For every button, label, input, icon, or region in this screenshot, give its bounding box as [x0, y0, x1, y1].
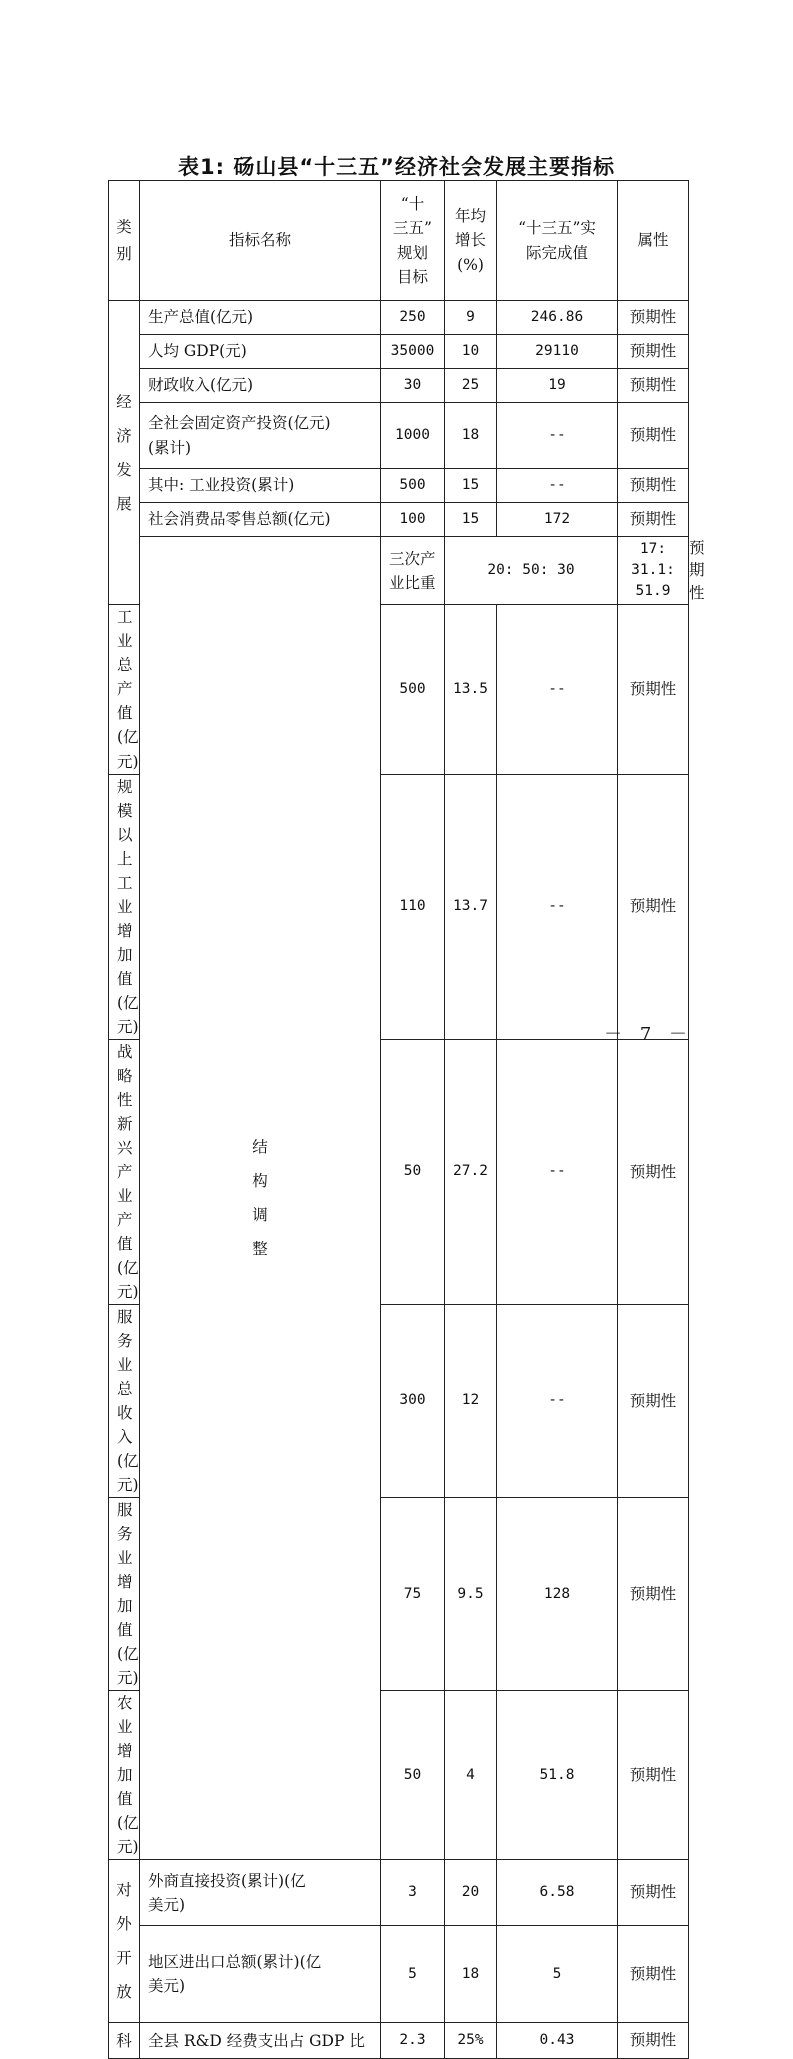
- actual-value: 19: [497, 369, 618, 403]
- attribute-value: 预期性: [618, 2023, 689, 2059]
- target-value: 500: [381, 469, 445, 503]
- attribute-value: 预期性: [618, 1497, 689, 1690]
- table-row: [109, 503, 689, 537]
- indicator-name: 工业总产值(亿元): [109, 605, 140, 774]
- header-name: 指标名称: [140, 181, 381, 301]
- indicator-name: 人均 GDP(元): [140, 335, 381, 369]
- header-category: 类 别: [109, 181, 140, 301]
- actual-value: --: [497, 1304, 618, 1497]
- table-row: 结 构 调 整 三次产业比重 20: 50: 30 17: 31.1: 51.9 预期性: [109, 537, 689, 605]
- actual-value: 6.58: [497, 1860, 618, 1926]
- header-growth: 年均 增长 (%): [445, 181, 497, 301]
- growth-value: 27.2: [445, 1039, 497, 1304]
- actual-value: 246.86: [497, 301, 618, 335]
- indicator-name: 地区进出口总额(累计)(亿 美元): [140, 1926, 381, 2023]
- indicator-name: 服务业增加值(亿元): [109, 1497, 140, 1690]
- indicator-name: 规模以上工业增加值(亿元): [109, 774, 140, 1039]
- growth-value: 9: [445, 301, 497, 335]
- target-value: 75: [381, 1497, 445, 1690]
- target-value: 250: [381, 301, 445, 335]
- target-value: 100: [381, 503, 445, 537]
- table-row: [109, 403, 689, 469]
- attribute-value: 预期性: [618, 1039, 689, 1304]
- actual-value: --: [497, 403, 618, 469]
- category-cell: 结 构 调 整: [140, 537, 381, 1860]
- growth-value: 13.7: [445, 774, 497, 1039]
- target-value: 50: [381, 1691, 445, 1860]
- target-value: 5: [381, 1926, 445, 2023]
- growth-value: 25: [445, 369, 497, 403]
- table-title: 表1: 砀山县“十三五”经济社会发展主要指标: [178, 155, 615, 179]
- growth-value: 15: [445, 503, 497, 537]
- growth-value: 18: [445, 1926, 497, 2023]
- attribute-value: 预期性: [618, 369, 689, 403]
- indicator-name: 服务业总收入(亿元): [109, 1304, 140, 1497]
- growth-value: 25%: [445, 2023, 497, 2059]
- target-value: 1000: [381, 403, 445, 469]
- actual-value: --: [497, 1039, 618, 1304]
- indicator-name: 生产总值(亿元): [140, 301, 381, 335]
- attribute-value: 预期性: [618, 1860, 689, 1926]
- attribute-value: 预期性: [618, 605, 689, 774]
- header-actual: “十三五”实 际完成值: [497, 181, 618, 301]
- attribute-value: 预期性: [618, 403, 689, 469]
- actual-value: 29110: [497, 335, 618, 369]
- table-row: [109, 1926, 689, 2023]
- actual-value: --: [497, 774, 618, 1039]
- page-number: － 7 －: [604, 1024, 693, 1045]
- header-attr: 属性: [618, 181, 689, 301]
- growth-value: 9.5: [445, 1497, 497, 1690]
- attribute-value: 预期性: [618, 1304, 689, 1497]
- category-cell: 经 济 发 展: [109, 301, 140, 605]
- target-value: 2.3: [381, 2023, 445, 2059]
- indicator-name: 社会消费品零售总额(亿元): [140, 503, 381, 537]
- attribute-value: 预期性: [618, 1691, 689, 1860]
- actual-value: 5: [497, 1926, 618, 2023]
- actual-value: 17: 31.1: 51.9: [618, 537, 689, 605]
- indicator-name: 战略性新兴产业产值(亿元): [109, 1039, 140, 1304]
- actual-value: 128: [497, 1497, 618, 1690]
- actual-value: 172: [497, 503, 618, 537]
- attribute-value: 预期性: [618, 469, 689, 503]
- growth-value: 4: [445, 1691, 497, 1860]
- indicator-name: 外商直接投资(累计)(亿 美元): [140, 1860, 381, 1926]
- actual-value: --: [497, 469, 618, 503]
- attribute-value: 预期性: [618, 335, 689, 369]
- table-header-row: [109, 181, 689, 301]
- category-cell: 科: [109, 2023, 140, 2059]
- table-row: [109, 369, 689, 403]
- target-value: 500: [381, 605, 445, 774]
- category-cell: 对 外 开 放: [109, 1860, 140, 2023]
- indicator-name: 全县 R&D 经费支出占 GDP 比: [140, 2023, 381, 2059]
- indicator-name: 其中: 工业投资(累计): [140, 469, 381, 503]
- table-row: [109, 335, 689, 369]
- growth-value: 20: [445, 1860, 497, 1926]
- target-value: 110: [381, 774, 445, 1039]
- table-row: [109, 1860, 689, 1926]
- indicator-name: 全社会固定资产投资(亿元) (累计): [140, 403, 381, 469]
- growth-value: 13.5: [445, 605, 497, 774]
- target-value: 30: [381, 369, 445, 403]
- actual-value: 51.8: [497, 1691, 618, 1860]
- indicator-name: 财政收入(亿元): [140, 369, 381, 403]
- table-row: [109, 301, 689, 335]
- actual-value: --: [497, 605, 618, 774]
- indicator-name: 三次产业比重: [381, 537, 445, 605]
- header-target: “十 三五” 规划 目标: [381, 181, 445, 301]
- target-value: 3: [381, 1860, 445, 1926]
- attribute-value: 预期性: [618, 774, 689, 1039]
- target-value: 300: [381, 1304, 445, 1497]
- indicator-name: 农业增加值(亿元): [109, 1691, 140, 1860]
- growth-value: 15: [445, 469, 497, 503]
- target-value: 35000: [381, 335, 445, 369]
- target-value: 50: [381, 1039, 445, 1304]
- attribute-value: 预期性: [618, 1926, 689, 2023]
- indicator-table: [108, 180, 705, 2059]
- actual-value: 0.43: [497, 2023, 618, 2059]
- attribute-value: 预期性: [618, 503, 689, 537]
- table-row: [109, 469, 689, 503]
- growth-value: 18: [445, 403, 497, 469]
- attribute-value: 预期性: [618, 301, 689, 335]
- table-row: [109, 2023, 689, 2059]
- target-growth-value: 20: 50: 30: [445, 537, 618, 605]
- growth-value: 12: [445, 1304, 497, 1497]
- growth-value: 10: [445, 335, 497, 369]
